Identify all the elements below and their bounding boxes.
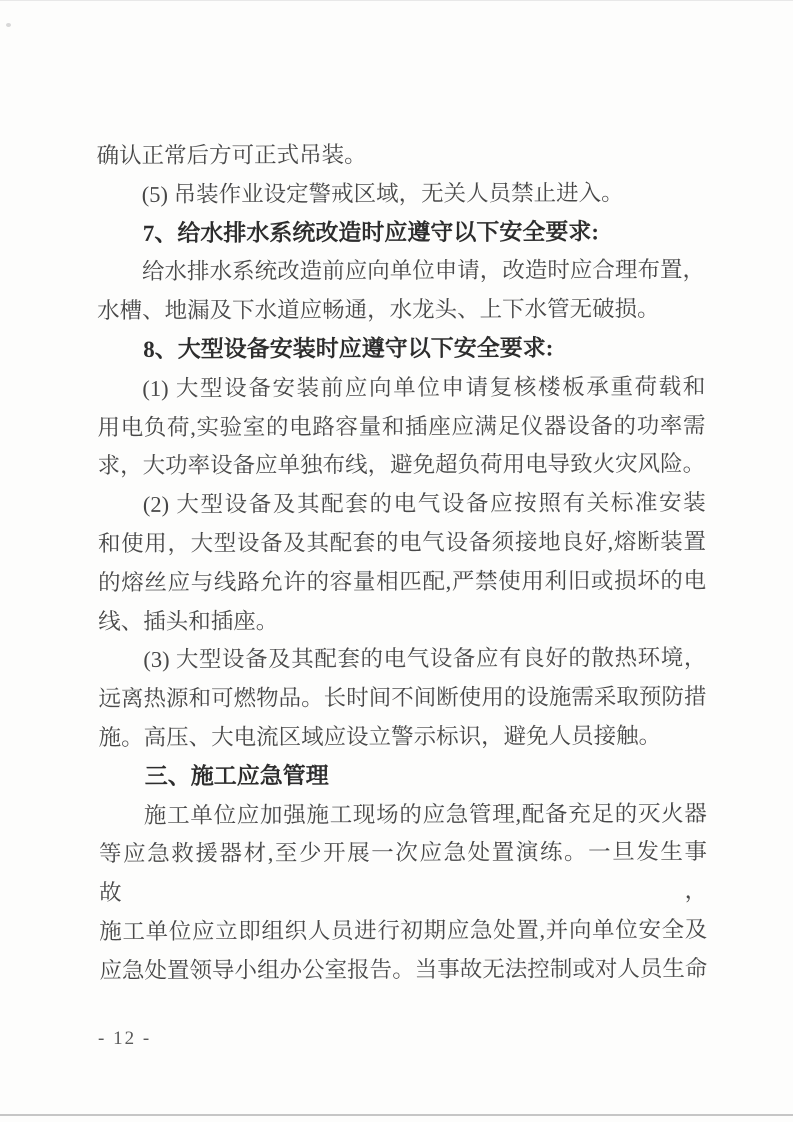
scan-edge-bottom	[0, 1114, 793, 1116]
text-line: 确认正常后方可正式吊装。	[96, 142, 367, 169]
text-line: 给水排水系统改造前应向单位申请，改造时应合理布置，	[141, 257, 706, 285]
heading-line: 三、施工应急管理	[144, 763, 329, 789]
text-line: 施。高压、大电流区域应设立警示标识，避免人员接触。	[98, 723, 662, 751]
page-number: - 12 -	[98, 1028, 152, 1049]
text-line: (5) 吊装作业设定警戒区域，无关人员禁止进入。	[141, 180, 624, 207]
text-line: 远离热源和可燃物品。长时间不间断使用的设施需采取预防措	[98, 684, 707, 712]
document-body	[97, 135, 708, 991]
text-line: (3) 大型设备及其配套的电气设备应有良好的散热环境，	[143, 645, 707, 673]
text-line: (1) 大型设备安装前应向单位申请复核楼板承重荷载和	[142, 373, 706, 401]
text-line: 用电负荷,实验室的电路容量和插座应满足仪器设备的功率需	[97, 412, 706, 440]
text-line: 求，大功率设备应单独布线，避免超负荷用电导致火灾风险。	[97, 451, 706, 479]
text-line: 线、插头和插座。	[98, 607, 279, 634]
scan-edge-top	[0, 0, 793, 1]
heading-line: 7、给水排水系统改造时应遵守以下安全要求:	[142, 218, 600, 246]
text-line: 施工单位应立即组织人员进行初期应急处置,并向单位安全及	[99, 916, 708, 944]
text-line: 和使用，大型设备及其配套的电气设备须接地良好,熔断装置	[97, 528, 706, 557]
text-line: 施工单位应加强施工现场的应急管理,配备充足的灭火器	[143, 800, 707, 828]
text-line: 应急处置领导小组办公室报告。当事故无法控制或对人员生命	[99, 955, 708, 983]
text-line: (2) 大型设备及其配套的电气设备应按照有关标准安装	[142, 490, 706, 518]
text-line: 水槽、地漏及下水道应畅通，水龙头、上下水管无破损。	[97, 296, 660, 324]
scan-speck	[6, 23, 11, 27]
heading-line: 8、大型设备安装时应遵守以下安全要求:	[143, 335, 554, 362]
text-line: 的熔丝应与线路允许的容量相匹配,严禁使用利旧或损坏的电	[98, 567, 707, 595]
text-line: 等应急救援器材,至少开展一次应急处置演练。一旦发生事故，	[98, 839, 708, 906]
